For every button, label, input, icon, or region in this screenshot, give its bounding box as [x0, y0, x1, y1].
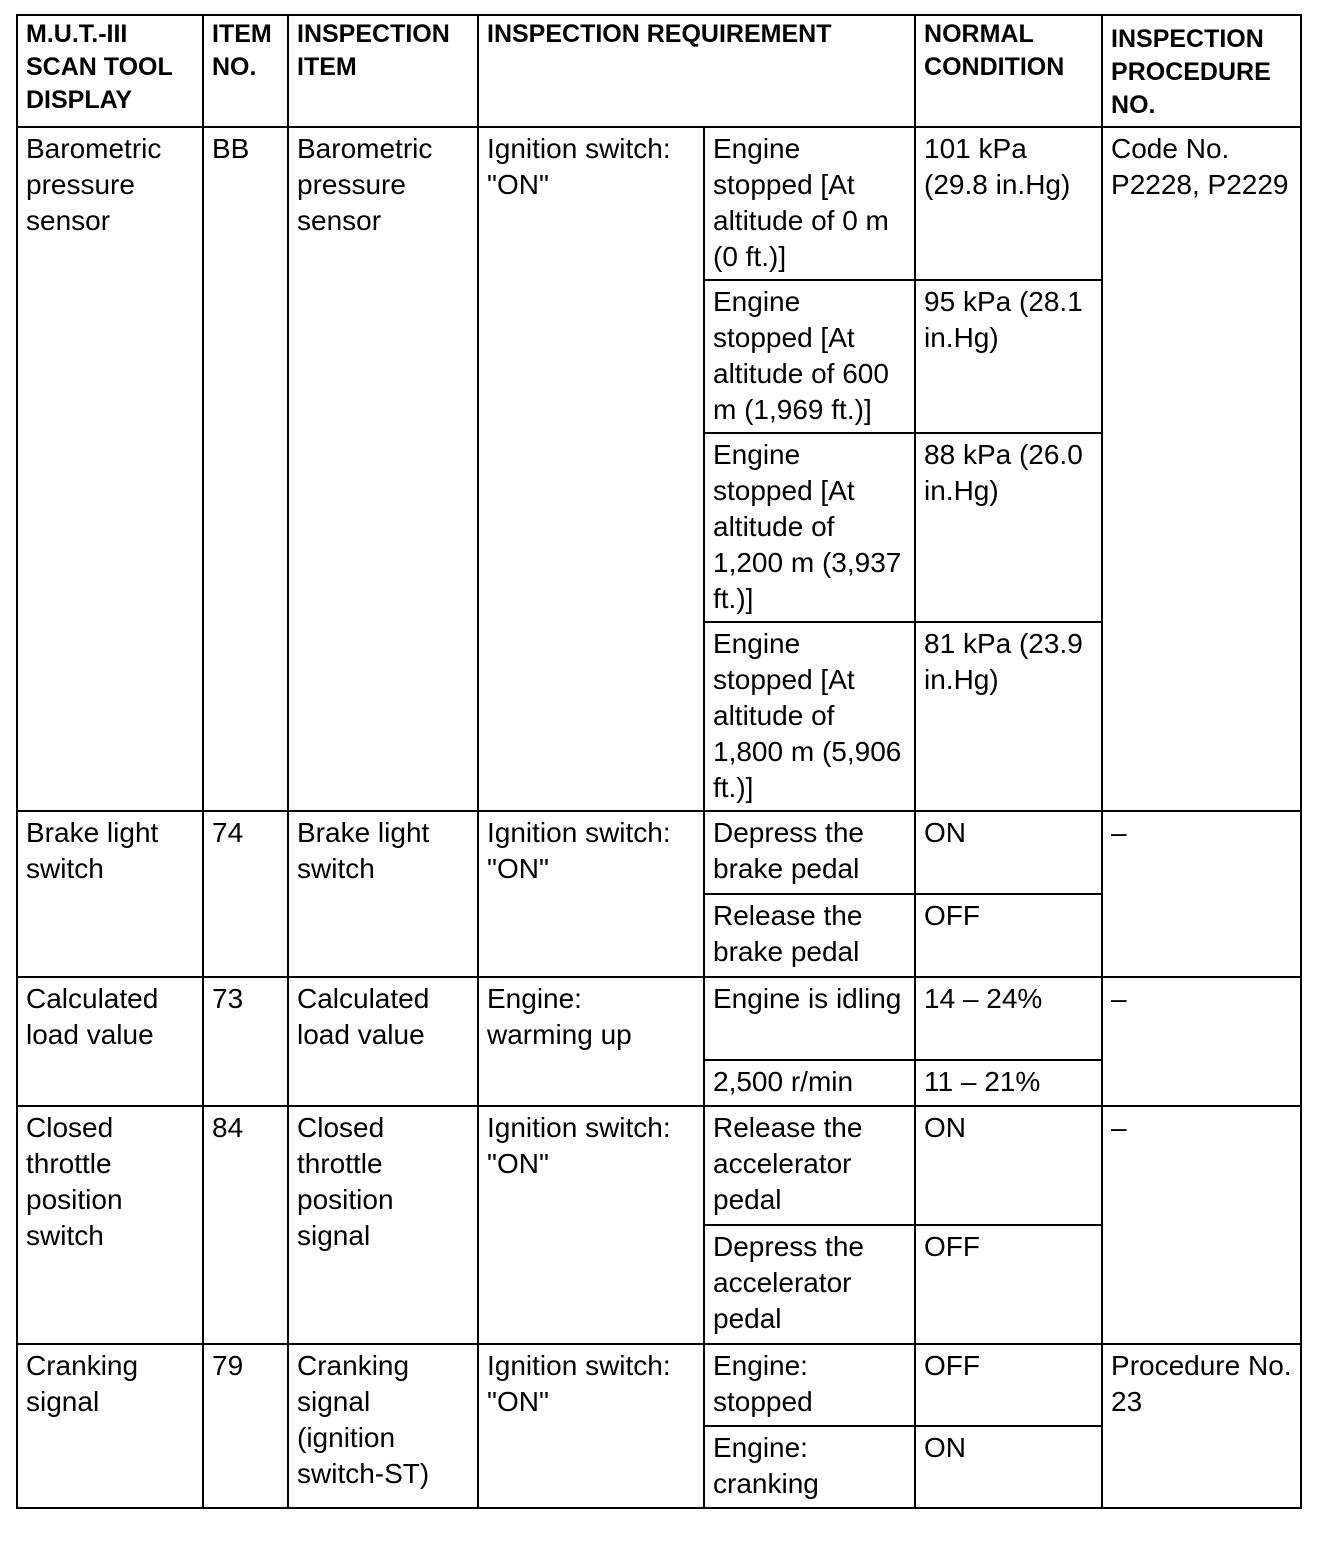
normal-cell: 11 – 21%	[915, 1060, 1102, 1106]
item-no-cell: 84	[203, 1106, 288, 1344]
normal-cell: OFF	[915, 894, 1102, 977]
procedure-cell: –	[1102, 977, 1301, 1106]
item-no-cell: 79	[203, 1344, 288, 1508]
inspection-item-cell: Brake light switch	[288, 811, 478, 977]
condition-cell: Engine stopped [At altitude of 1,200 m (3,937 ft.)]	[704, 433, 915, 622]
table-row	[17, 127, 1301, 280]
procedure-cell: –	[1102, 811, 1301, 977]
header-procedure-no: INSPECTION PROCEDURE NO.	[1102, 15, 1301, 127]
condition-cell: Depress the brake pedal	[704, 811, 915, 894]
item-no-cell: BB	[203, 127, 288, 811]
inspection-table-frame	[16, 14, 1302, 1509]
inspection-item-cell: Barometric pressure sensor	[288, 127, 478, 811]
condition-cell: Release the accelerator pedal	[704, 1106, 915, 1225]
normal-cell: ON	[915, 1426, 1102, 1508]
condition-cell: Engine stopped [At altitude of 600 m (1,969 ft.)]	[704, 280, 915, 433]
header-display: M.U.T.-III SCAN TOOL DISPLAY	[17, 15, 203, 127]
procedure-cell: –	[1102, 1106, 1301, 1344]
table-row	[17, 1106, 1301, 1225]
normal-cell: 101 kPa (29.8 in.Hg)	[915, 127, 1102, 280]
procedure-cell: Code No. P2228, P2229	[1102, 127, 1301, 811]
inspection-table	[16, 14, 1302, 1509]
condition-cell: Engine: cranking	[704, 1426, 915, 1508]
normal-cell: ON	[915, 1106, 1102, 1225]
table-row	[17, 1344, 1301, 1426]
normal-cell: 81 kPa (23.9 in.Hg)	[915, 622, 1102, 811]
display-cell: Calculated load value	[17, 977, 203, 1106]
condition-cell: Engine is idling	[704, 977, 915, 1060]
display-cell: Barometric pressure sensor	[17, 127, 203, 811]
condition-cell: Engine stopped [At altitude of 0 m (0 ft.)]	[704, 127, 915, 280]
condition-cell: Release the brake pedal	[704, 894, 915, 977]
condition-cell: Engine: stopped	[704, 1344, 915, 1426]
display-cell: Brake light switch	[17, 811, 203, 977]
normal-cell: 95 kPa (28.1 in.Hg)	[915, 280, 1102, 433]
display-cell: Closed throttle position switch	[17, 1106, 203, 1344]
normal-cell: OFF	[915, 1225, 1102, 1344]
requirement-cell: Engine: warming up	[478, 977, 704, 1106]
item-no-cell: 74	[203, 811, 288, 977]
requirement-cell: Ignition switch: "ON"	[478, 811, 704, 977]
procedure-cell: Procedure No. 23	[1102, 1344, 1301, 1508]
header-normal-condition: NORMAL CONDITION	[915, 15, 1102, 127]
requirement-cell: Ignition switch: "ON"	[478, 1106, 704, 1344]
requirement-cell: Ignition switch: "ON"	[478, 1344, 704, 1508]
inspection-item-cell: Cranking signal (ignition switch-ST)	[288, 1344, 478, 1508]
inspection-item-cell: Closed throttle position signal	[288, 1106, 478, 1344]
header-item-no: ITEM NO.	[203, 15, 288, 127]
condition-cell: Engine stopped [At altitude of 1,800 m (5,906 ft.)]	[704, 622, 915, 811]
normal-cell: 88 kPa (26.0 in.Hg)	[915, 433, 1102, 622]
header-inspection-item: INSPECTION ITEM	[288, 15, 478, 127]
header-inspection-requirement: INSPECTION REQUIREMENT	[478, 15, 915, 127]
condition-cell: Depress the accelerator pedal	[704, 1225, 915, 1344]
table-row	[17, 811, 1301, 894]
condition-cell: 2,500 r/min	[704, 1060, 915, 1106]
normal-cell: ON	[915, 811, 1102, 894]
normal-cell: OFF	[915, 1344, 1102, 1426]
inspection-item-cell: Calculated load value	[288, 977, 478, 1106]
table-row	[17, 977, 1301, 1060]
header-row	[17, 15, 1301, 127]
normal-cell: 14 – 24%	[915, 977, 1102, 1060]
requirement-cell: Ignition switch: "ON"	[478, 127, 704, 811]
item-no-cell: 73	[203, 977, 288, 1106]
display-cell: Cranking signal	[17, 1344, 203, 1508]
